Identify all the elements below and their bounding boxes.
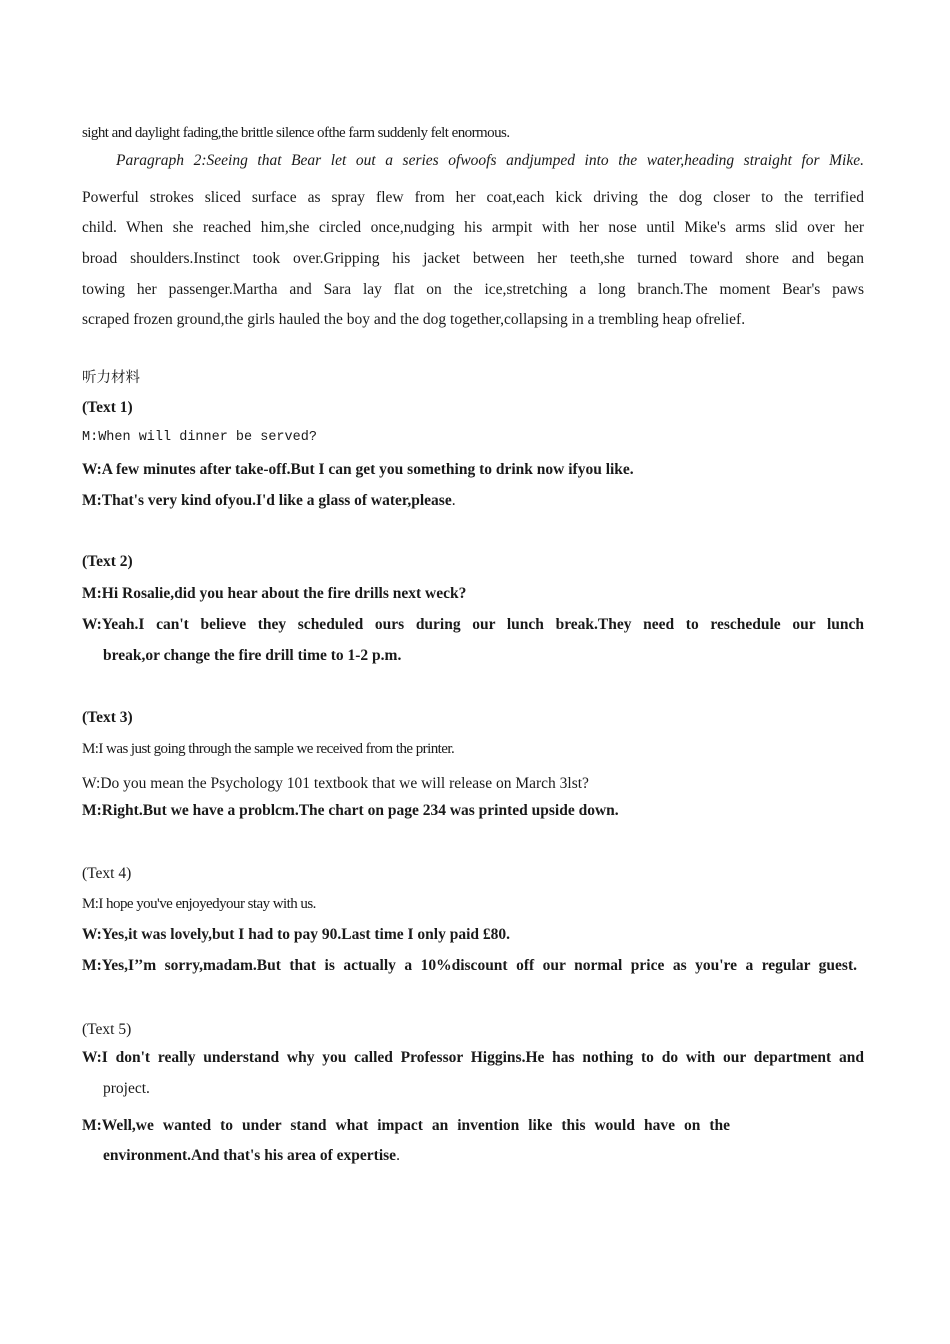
passage-line-1: Powerful strokes sliced surface as spray flew from her coat,each kick driving the dog closer to the terrified [82, 189, 864, 206]
text2-line2: W:Yeah.I can't believe they scheduled ours during our lunch break.They need to reschedule our lunch [82, 616, 864, 633]
passage-line-2: child. When she reached him,she circled once,nudging his armpit with her nose until Mike's arms slid over her [82, 219, 864, 236]
text2-line1: M:Hi Rosalie,did you hear about the fire drills next weck? [82, 585, 467, 602]
passage-line-3: broad shoulders.Instinct took over.Gripping his jacket between her teeth,she turned toward shore and began [82, 250, 864, 267]
passage-line-5: scraped frozen ground,the girls hauled the boy and the dog together,collapsing in a trembling heap ofrelief. [82, 311, 746, 328]
text2-line2-cont: break,or change the fire drill time to 1-2 p.m. [103, 647, 402, 664]
text1-line3-period: . [451, 492, 456, 509]
listening-heading: 听力材料 [82, 370, 140, 386]
text4-line3: M:Yes,I’’m sorry,madam.But that is actually a 10%discount off our normal price as you're a regular guest. [82, 957, 857, 974]
text1-label: (Text 1) [82, 399, 133, 416]
text1-line2: W:A few minutes after take-off.But I can get you something to drink now ifyou like. [82, 461, 634, 478]
passage-line-4: towing her passenger.Martha and Sara lay flat on the ice,stretching a long branch.The moment Bear's paws [82, 281, 864, 298]
text4-label: (Text 4) [82, 865, 132, 882]
text5-line1-cont: project. [103, 1080, 150, 1097]
text5-line2-cont-wrap [103, 1146, 400, 1166]
text5-label: (Text 5) [82, 1021, 132, 1038]
text5-line2: M:Well,we wanted to under stand what impact an invention like this would have on the [82, 1117, 730, 1134]
text3-line2: W:Do you mean the Psychology 101 textbook that we will release on March 3lst? [82, 775, 589, 792]
text5-line1: W:I don't really understand why you called Professor Higgins.He has nothing to do with our department and [82, 1049, 864, 1066]
text1-line1: M:When will dinner be served? [82, 430, 317, 445]
passage-line-top: sight and daylight fading,the brittle silence ofthe farm suddenly felt enormous. [82, 125, 510, 141]
text2-label: (Text 2) [82, 553, 133, 570]
text3-line3: M:Right.But we have a problcm.The chart on page 234 was printed upside down. [82, 802, 619, 819]
text5-line2-period: . [396, 1147, 400, 1164]
text3-label: (Text 3) [82, 709, 133, 726]
paragraph-2-heading: Paragraph 2:Seeing that Bear let out a series ofwoofs andjumped into the water,heading straight for Mike. [116, 152, 864, 169]
text5-line2-cont: environment.And that's his area of expertise [103, 1147, 397, 1164]
text1-line3-text: M:That's very kind ofyou.I'd like a glass of water,please [82, 492, 452, 509]
text1-line3 [82, 491, 456, 511]
text4-line2: W:Yes,it was lovely,but I had to pay 90.Last time I only paid £80. [82, 926, 511, 943]
text3-line1: M:I was just going through the sample we received from the printer. [82, 741, 455, 757]
text4-line1: M:I hope you've enjoyedyour stay with us. [82, 896, 316, 912]
